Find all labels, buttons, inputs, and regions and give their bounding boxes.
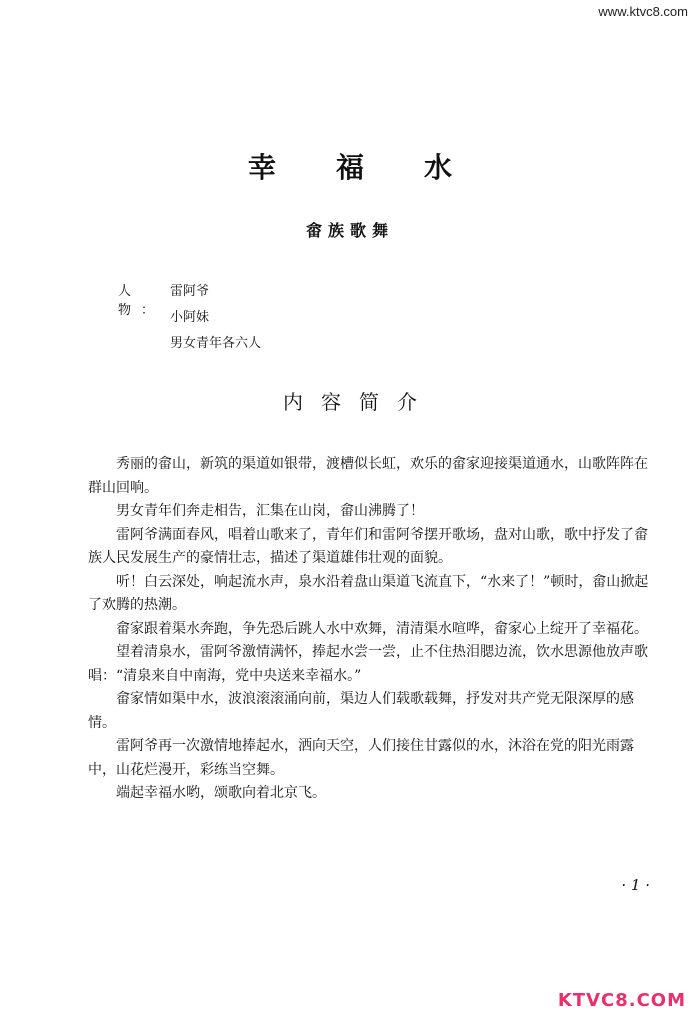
synopsis-paragraph: 秀丽的畲山，新筑的渠道如银带，渡槽似长虹，欢乐的畲家迎接渠道通水，山歌阵阵在群山回响。 <box>88 456 648 496</box>
synopsis-paragraph: 望着清泉水，雷阿爷激情满怀，捧起水尝一尝，止不住热泪腮边流，饮水思源他放声歌唱：“清泉来自中南海，党中央送来幸福水。” <box>88 644 648 684</box>
synopsis-paragraph: 男女青年们奔走相告，汇集在山岗，畲山沸腾了！ <box>116 503 424 519</box>
site-url: www.ktvc8.com <box>598 4 688 19</box>
characters-list <box>118 280 261 358</box>
synopsis-paragraph: 畲家情如渠中水，波浪滚滚涌向前，渠边人们载歌载舞，抒发对共产党无限深厚的感情。 <box>88 691 634 731</box>
character-row <box>118 306 261 332</box>
synopsis-paragraph: 端起幸福水哟，颂歌向着北京飞。 <box>116 785 326 801</box>
characters-label: 人物： <box>118 284 165 318</box>
page-title: 幸福水 <box>247 151 512 184</box>
character-name: 雷阿爷 <box>170 284 210 299</box>
synopsis-paragraph: 雷阿爷再一次激情地捧起水，洒向天空，人们接住甘露似的水，沐浴在党的阳光雨露中，山花烂漫开，彩练当空舞。 <box>88 738 634 778</box>
synopsis-paragraph: 听！白云深处，响起流水声，泉水沿着盘山渠道飞流直下，“水来了！”顿时，畲山掀起了欢腾的热潮。 <box>88 573 649 613</box>
page-number: · 1 · <box>621 876 650 894</box>
watermark-logo: KTVC8.COM <box>557 990 686 1011</box>
section-title: 内容简介 <box>283 390 435 414</box>
page-subtitle: 畲族歌舞 <box>305 221 394 240</box>
character-name: 男女青年各六人 <box>170 336 262 351</box>
character-row <box>118 332 261 358</box>
synopsis-text <box>88 453 650 806</box>
character-name: 小阿妹 <box>170 310 210 325</box>
synopsis-paragraph: 雷阿爷满面春风，唱着山歌来了，青年们和雷阿爷摆开歌场，盘对山歌，歌中抒发了畲族人民发展生产的豪情壮志，描述了渠道雄伟壮观的面貌。 <box>88 526 648 566</box>
synopsis-paragraph: 畲家跟着渠水奔跑，争先恐后跳人水中欢舞，清清渠水喧哗，畲家心上绽开了幸福花。 <box>116 620 648 637</box>
